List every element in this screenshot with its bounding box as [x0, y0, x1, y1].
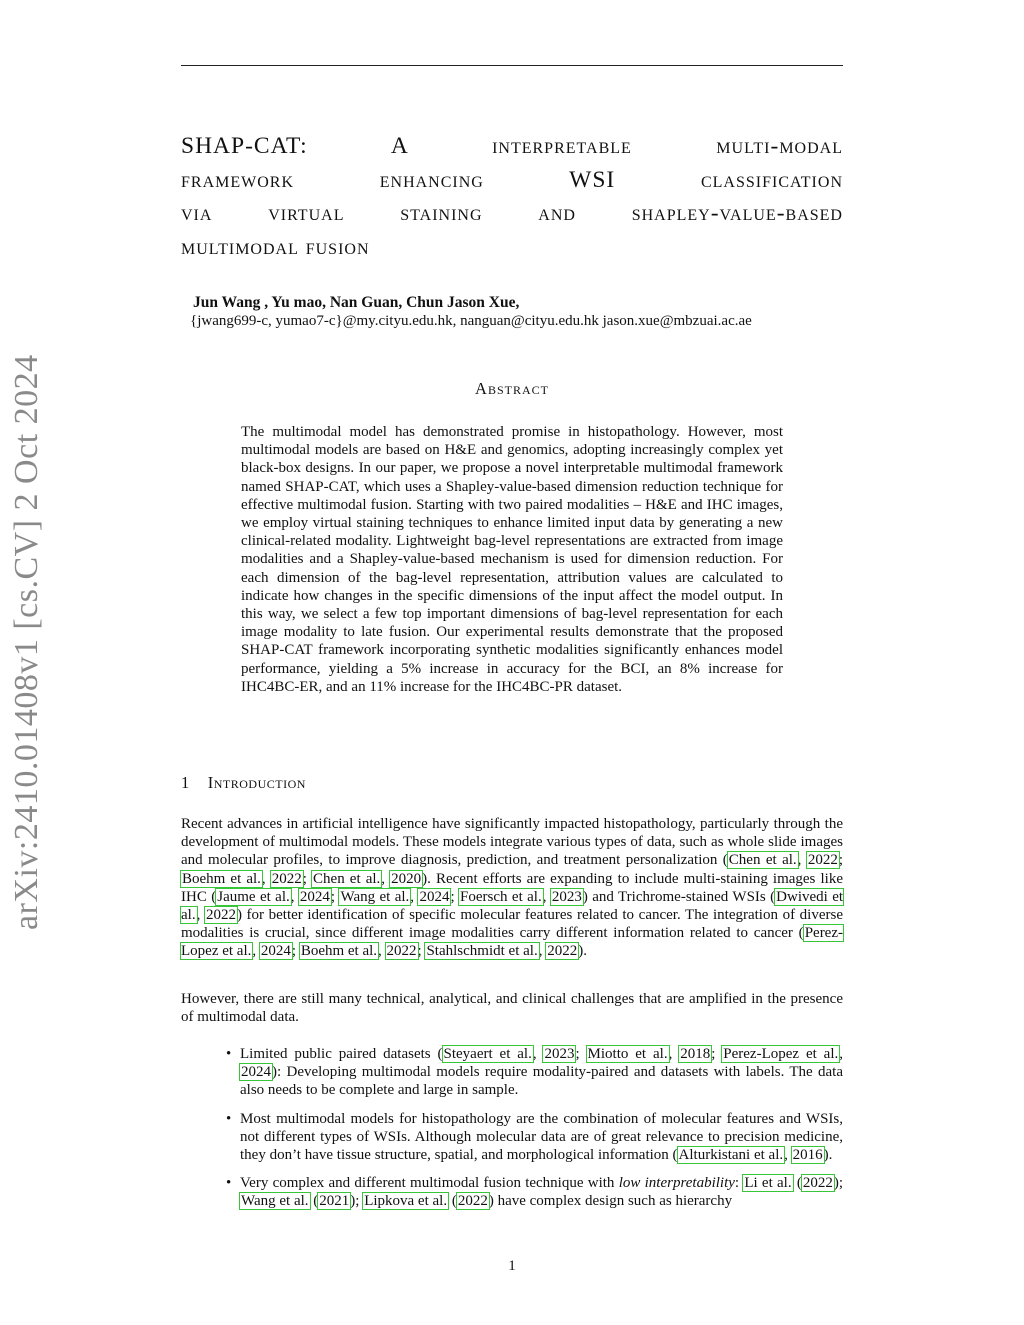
list-item	[181, 1174, 843, 1210]
bullet-glyph: •	[226, 1175, 232, 1192]
author-emails: {jwang699-c, yumao7-c}@my.cityu.edu.hk, nanguan@cityu.edu.hk jason.xue@mbzuai.ac.ae	[190, 313, 752, 329]
citation-link[interactable]: 2022	[457, 1193, 488, 1210]
citation-link[interactable]: 2016	[792, 1147, 823, 1164]
citation-link[interactable]: 2024	[299, 888, 330, 905]
citation-link[interactable]: 2022	[802, 1175, 833, 1192]
citation-link[interactable]: Steyaert et al.	[443, 1046, 532, 1062]
list-item	[181, 1045, 843, 1100]
section-number: 1	[181, 773, 190, 792]
arxiv-identifier-stamp: arXiv:2410.01408v1 [cs.CV] 2 Oct 2024	[8, 354, 45, 930]
section-title: Introduction	[207, 773, 306, 792]
citation-link[interactable]: 2023	[551, 888, 582, 905]
citation-link[interactable]: Alturkistani et al.	[678, 1147, 784, 1164]
list-item-text: Most multimodal models for histopathology are the combination of molecular features and WSIs, not different types of WSIs. Although molecular data are of great relevance to precision medicine, they don’t have tissue structure, spatial, and morphological information (Alturkistani et al., 2016).	[240, 1110, 843, 1164]
bullet-glyph: •	[226, 1046, 232, 1062]
citation-link[interactable]: Foersch et al.	[460, 888, 542, 905]
abstract-body: The multimodal model has demonstrated promise in histopathology. However, most multimodal models are based on H&E and genomics, adopting increasingly complex yet black-box designs. In our paper, we propose a novel interpretable multimodal framework named SHAP-CAT, which uses a Shapley-value-based dimension reduction technique for effective multimodal fusion. Starting with two paired modalities – H&E and IHC images, we employ virtual staining techniques to enhance limited input data by generating a new clinical-related modality. Lightweight bag-level representations are extracted from image modalities and a Shapley-value-based mechanism is used for dimension reduction. For each dimension of the bag-level representation, attribution values are calculated to indicate how changes in the specific dimensions of the input affect the model output. In this way, we select a few top important dimensions of bag-level representation for each image modality to late fusion. Our experimental results demonstrate that the proposed SHAP-CAT framework incorporating synthetic modalities significantly enhances model performance, yielding a 5% increase in accuracy for the BCI, an 8% increase for IHC4BC-ER, and an 11% increase for the IHC4BC-PR dataset.	[241, 424, 783, 695]
page-number: 1	[508, 1258, 516, 1274]
citation-link[interactable]: 2022	[386, 943, 417, 960]
citation-link[interactable]: Jaume et al.	[217, 888, 290, 905]
abstract-heading: Abstract	[475, 379, 549, 398]
citation-link[interactable]: 2022	[271, 870, 302, 887]
author-list: Jun Wang , Yu mao, Nan Guan, Chun Jason Xue,	[193, 294, 520, 311]
bullet-glyph: •	[226, 1110, 232, 1127]
citation-link[interactable]: Dwivedi et al.	[181, 888, 844, 924]
emphasis-text: low interpretability	[618, 1175, 735, 1192]
top-rule	[181, 65, 843, 66]
citation-link[interactable]: 2022	[547, 943, 578, 960]
citation-link[interactable]: 2024	[241, 1064, 271, 1081]
section-heading	[181, 773, 306, 793]
citation-link[interactable]: 2022	[205, 907, 236, 924]
title-line: SHAP-CAT: A interpretable multi-modal	[181, 133, 843, 159]
citation-link[interactable]: 2022	[807, 852, 838, 869]
citation-link[interactable]: Boehm et al.	[182, 870, 261, 887]
paper-title	[181, 130, 843, 264]
citation-link[interactable]: Miotto et al.	[587, 1046, 668, 1062]
intro-paragraph-2: However, there are still many technical, analytical, and clinical challenges that are amplified in the presence of multimodal data.	[181, 991, 843, 1026]
citation-link[interactable]: Li et al.	[744, 1175, 792, 1192]
list-item-text: Very complex and different multimodal fusion technique with low interpretability: Li et al. (2022); Wang et al. (2021); Lipkova et al. (2022) have complex design such as hierarchy	[240, 1175, 844, 1210]
title-line: framework enhancing WSI classification	[181, 166, 843, 193]
citation-link[interactable]: Perez-Lopez et al.	[723, 1046, 839, 1062]
intro-paragraph-1: Recent advances in artificial intelligence have significantly impacted histopathology, particularly through the development of multimodal models. These models integrate various types of data, such as whole slide images and molecular profiles, to improve diagnosis, prediction, and treatment personalization (Chen et al., 2022; Boehm et al., 2022; Chen et al., 2020). Recent efforts are expanding to include multi-staining images like IHC (Jaume et al., 2024; Wang et al., 2024; Foersch et al., 2023) and Trichrome-stained WSIs (Dwivedi et al., 2022) for better identification of specific molecular features related to cancer. The integration of diverse modalities is crucial, since different image modalities carry different information related to cancer (Perez-Lopez et al., 2024; Boehm et al., 2022; Stahlschmidt et al., 2022).	[181, 816, 844, 960]
title-line: via virtual staining and shapley-value-based	[181, 200, 843, 226]
citation-link[interactable]: Wang et al.	[241, 1193, 309, 1210]
citation-link[interactable]: 2018	[680, 1046, 711, 1062]
citation-link[interactable]: 2021	[319, 1193, 350, 1210]
citation-link[interactable]: Boehm et al.	[300, 943, 378, 960]
citation-link[interactable]: 2024	[419, 888, 450, 905]
citation-link[interactable]: Stahlschmidt et al.	[426, 943, 538, 960]
citation-link[interactable]: Wang et al.	[340, 888, 410, 905]
citation-link[interactable]: 2023	[544, 1046, 575, 1062]
list-item	[181, 1110, 843, 1165]
title-line: multimodal fusion	[181, 233, 370, 260]
citation-link[interactable]: Chen et al.	[728, 852, 797, 869]
citation-link[interactable]: 2020	[391, 870, 422, 887]
challenge-list	[181, 1045, 843, 1221]
list-item-text: Limited public paired datasets (Steyaert et al., 2023; Miotto et al., 2018; Perez-Lopez et al., 2024): Developing multimodal models require modality-paired and datasets with labels. The data also needs to be complete and large in sample.	[240, 1046, 843, 1099]
citation-link[interactable]: Lipkova et al.	[364, 1193, 448, 1210]
citation-link[interactable]: Perez-Lopez et al.	[181, 925, 843, 960]
citation-link[interactable]: Chen et al.	[313, 870, 381, 887]
citation-link[interactable]: 2024	[260, 943, 291, 960]
